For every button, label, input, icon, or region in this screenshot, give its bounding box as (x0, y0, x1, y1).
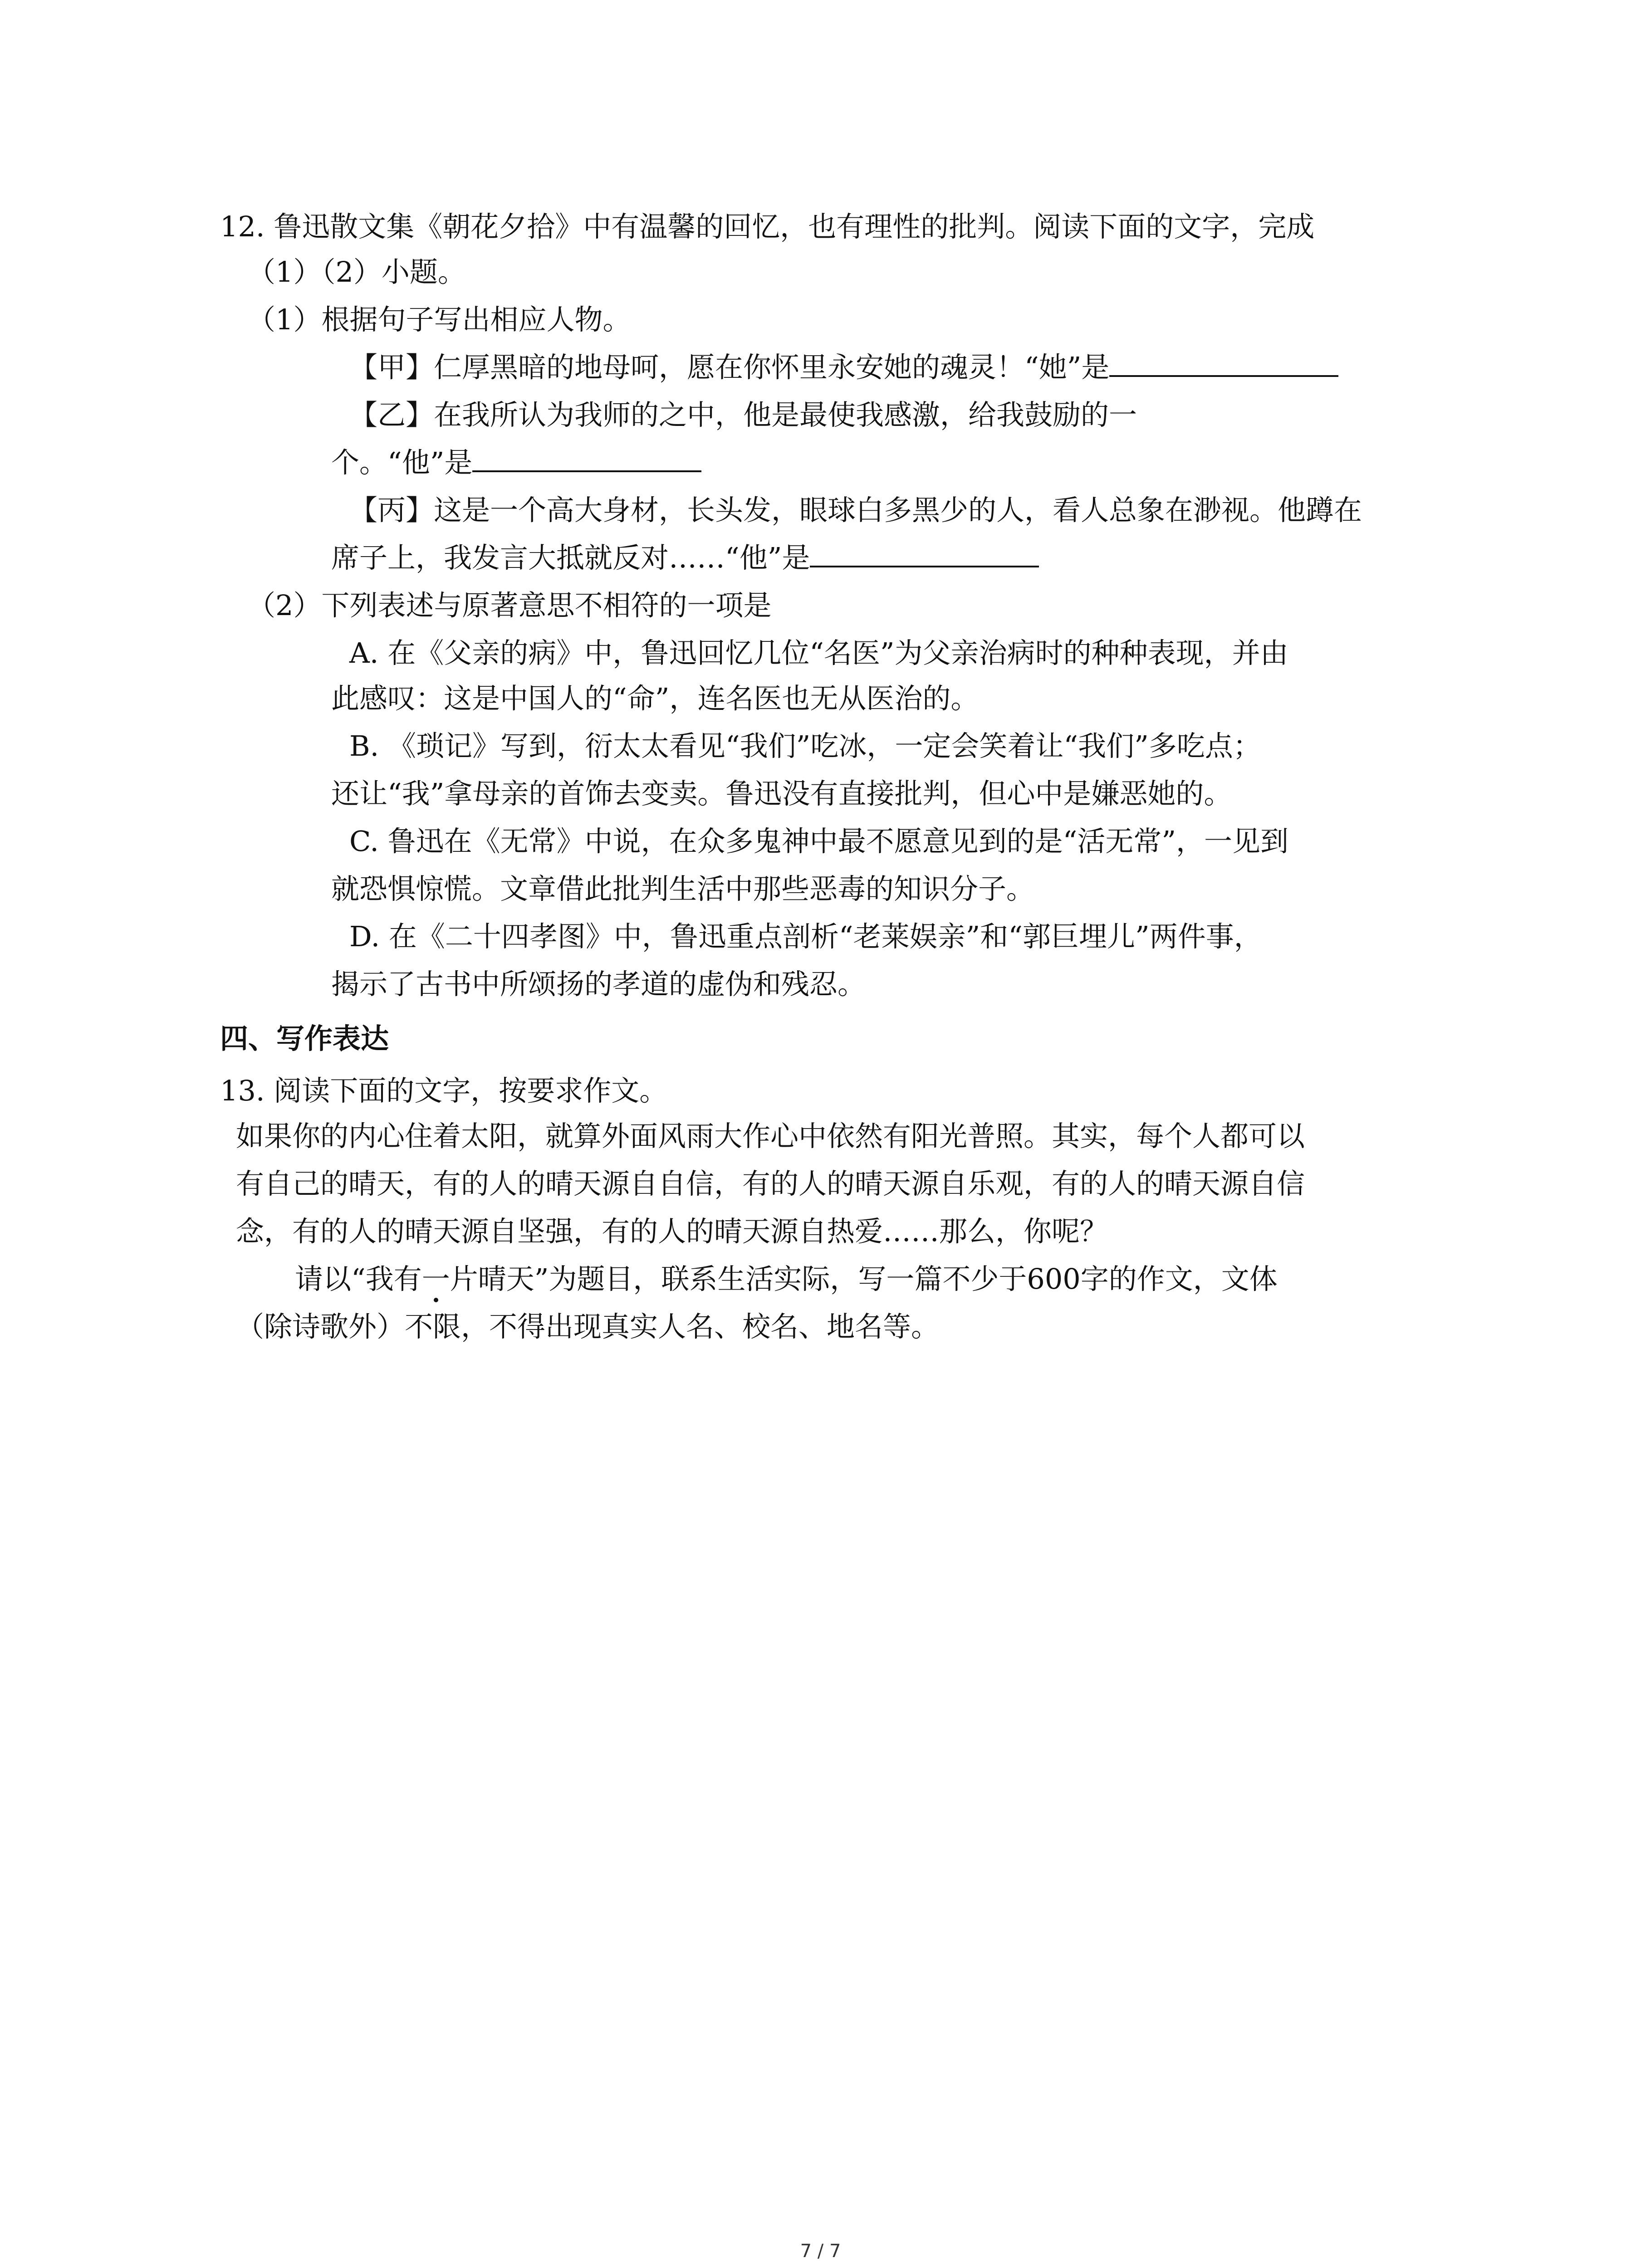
q13-material-line2: 有自己的晴天，有的人的晴天源自自信，有的人的晴天源自乐观，有的人的晴天源自信 (236, 1167, 1305, 1200)
option-c-line2: 就恐惧惊慌。文章借此批判生活中那些恶毒的知识分子。 (331, 872, 1035, 905)
option-b-line1: B. 《琐记》写到，衍太太看见“我们”吃冰，一定会笑着让“我们”多吃点； (349, 729, 1261, 763)
option-a-line1: A. 在《父亲的病》中，鲁迅回忆几位“名医”为父亲治病时的种种表现，并由 (349, 636, 1288, 670)
emphasized-char: 一 (421, 1262, 450, 1295)
answer-blank-yi[interactable] (472, 449, 701, 472)
q12-part1-intro: （1）根据句子写出相应人物。 (247, 303, 631, 336)
q13-requirement-line2: （除诗歌外）不限，不得出现真实人名、校名、地名等。 (236, 1310, 940, 1343)
bing-text: 席子上，我发言大抵就反对……“他”是 (331, 541, 810, 574)
yi-text: 个。“他”是 (331, 446, 473, 479)
option-d-line1: D. 在《二十四孝图》中，鲁迅重点剖析“老莱娱亲”和“郭巨埋儿”两件事， (349, 920, 1262, 953)
q13-material-line3: 念，有的人的晴天源自坚强，有的人的晴天源自热爱……那么，你呢？ (236, 1215, 1108, 1248)
requirement-pre: 请以“我有 (295, 1262, 422, 1295)
jia-text: 【甲】仁厚黑暗的地母呵，愿在你怀里永安她的魂灵！“她”是 (349, 351, 1110, 384)
q12-stem-line1: 12. 鲁迅散文集《朝花夕拾》中有温馨的回忆，也有理性的批判。阅读下面的文字，完成 (220, 210, 1315, 243)
q12-jia (349, 352, 1338, 383)
q12-bing-line1: 【丙】这是一个高大身材，长头发，眼球白多黑少的人，看人总象在渺视。他蹲在 (349, 494, 1362, 527)
q12-yi-line2 (331, 447, 701, 479)
page-number: 7 / 7 (800, 2241, 841, 2262)
q12-part2-intro: （2）下列表述与原著意思不相符的一项是 (247, 589, 772, 622)
option-d-line2: 揭示了古书中所颂扬的孝道的虚伪和残忍。 (331, 968, 866, 1001)
q13-requirement-line1 (295, 1263, 1278, 1295)
section-heading: 四、写作表达 (220, 1022, 389, 1055)
q13-material-line1: 如果你的内心住着太阳，就算外面风雨大作心中依然有阳光普照。其实，每个人都可以 (236, 1119, 1305, 1153)
requirement-post: 片晴天”为题目，联系生活实际，写一篇不少于600字的作文，文体 (450, 1262, 1278, 1295)
option-c-line1: C. 鲁迅在《无常》中说，在众多鬼神中最不愿意见到的是“活无常”，一见到 (349, 825, 1289, 858)
q12-stem-line2: （1）（2）小题。 (247, 255, 466, 288)
q13-stem: 13. 阅读下面的文字，按要求作文。 (220, 1074, 668, 1107)
answer-blank-jia[interactable] (1109, 353, 1338, 377)
q12-yi-line1: 【乙】在我所认为我师的之中，他是最使我感激，给我鼓励的一 (349, 398, 1137, 431)
option-a-line2: 此感叹：这是中国人的“命”，连名医也无从医治的。 (331, 682, 979, 715)
option-b-line2: 还让“我”拿母亲的首饰去变卖。鲁迅没有直接批判，但心中是嫌恶她的。 (331, 777, 1232, 810)
q12-bing-line2 (331, 542, 1039, 574)
answer-blank-bing[interactable] (810, 544, 1039, 567)
